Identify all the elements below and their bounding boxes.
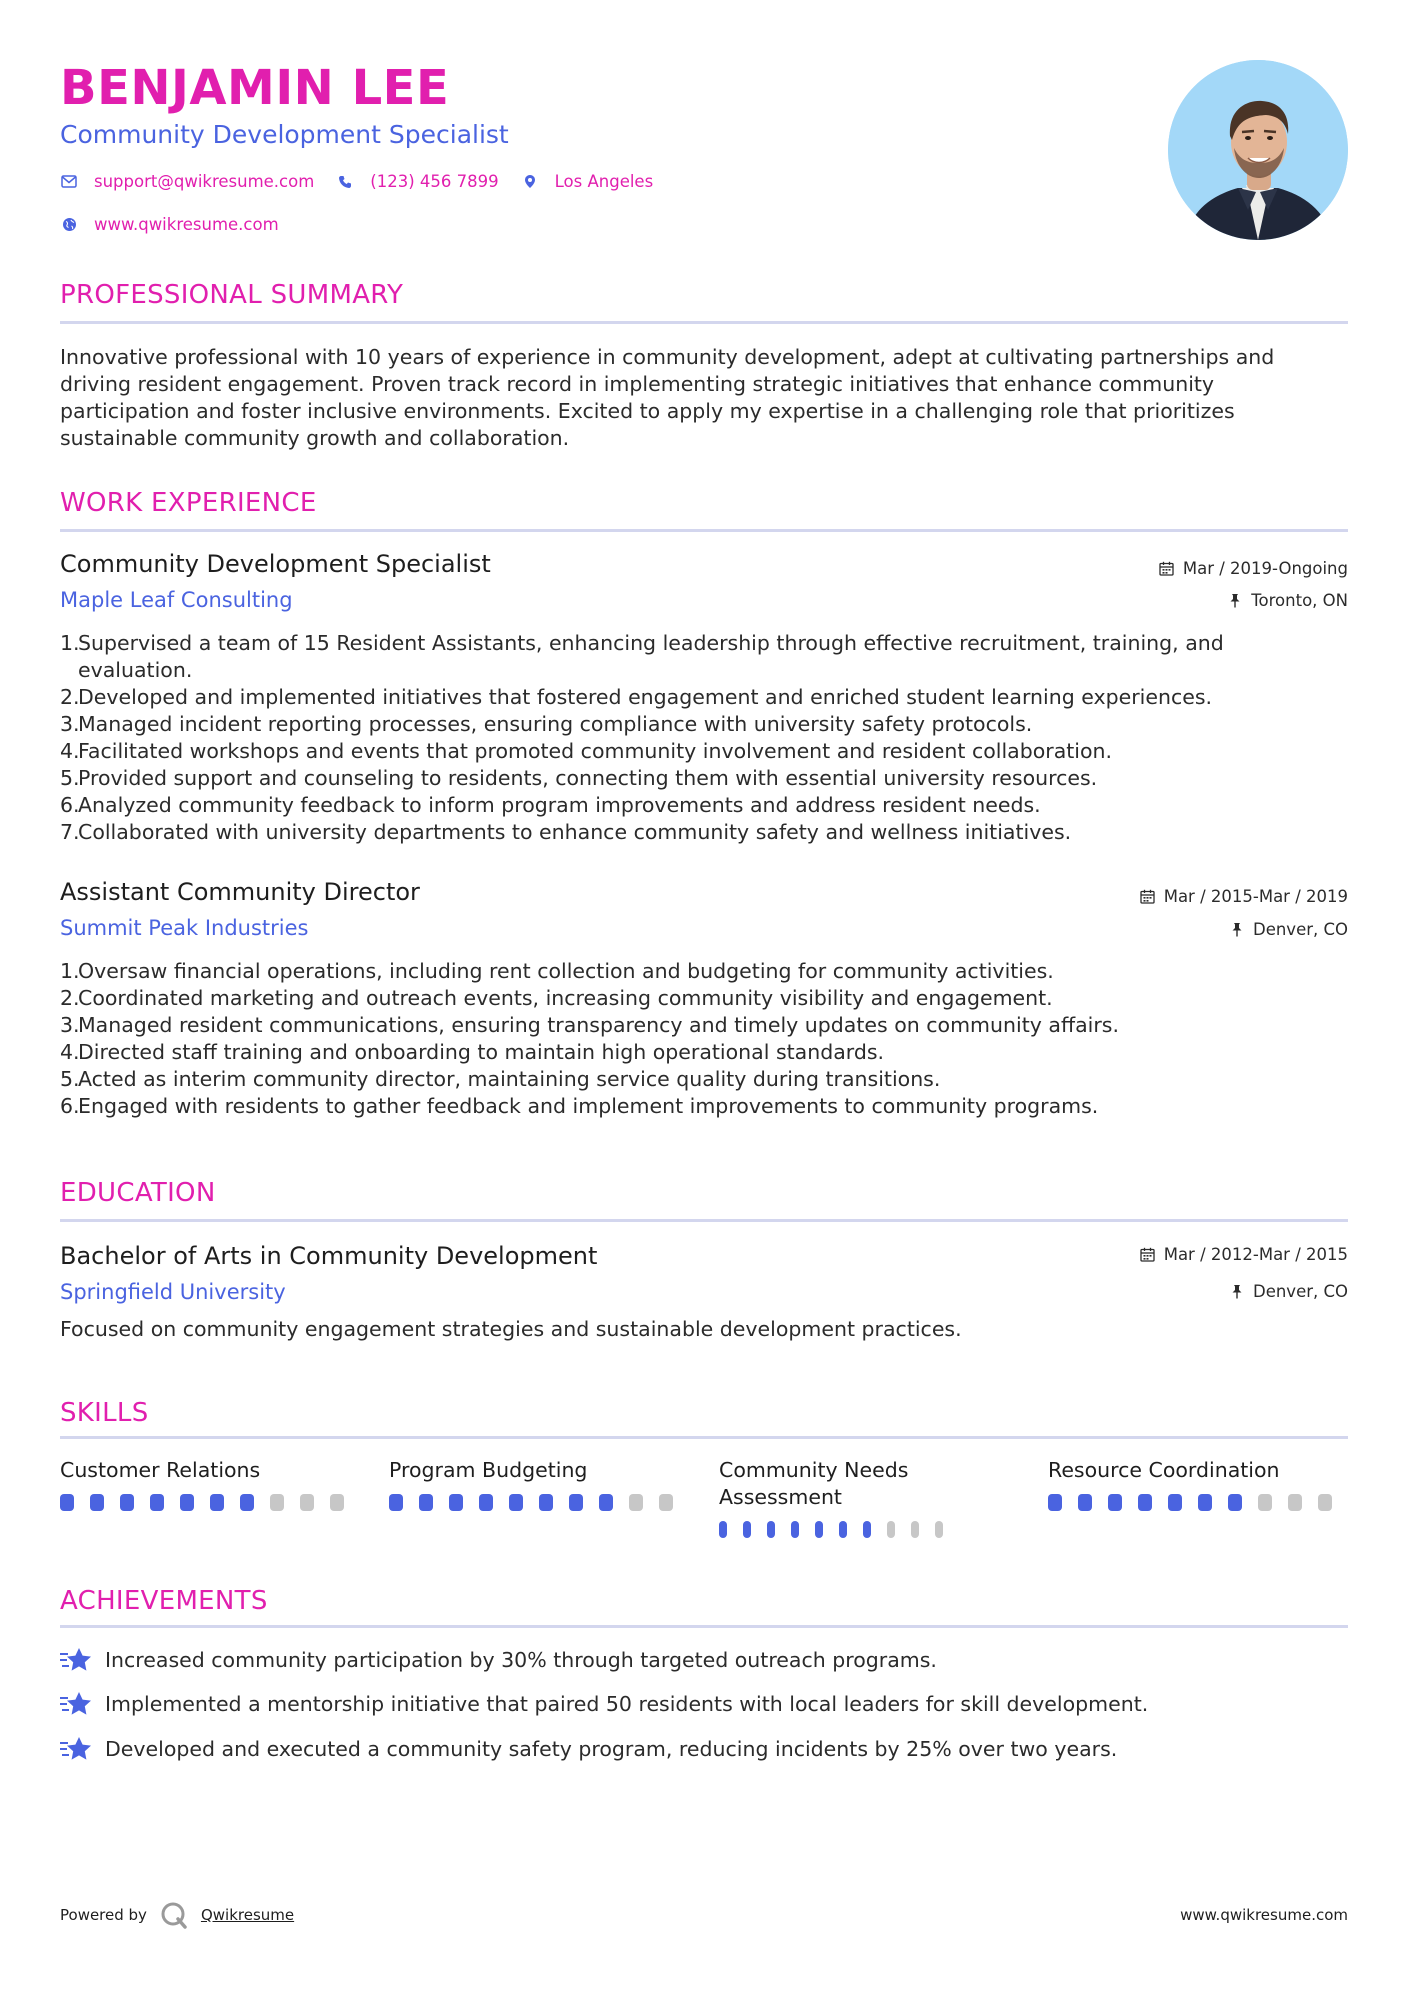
skill-dot-filled (1138, 1494, 1152, 1511)
bullet-text: Managed resident communications, ensuring transparency and timely updates on community affairs. (78, 1013, 1119, 1037)
skill-dot-filled (419, 1494, 433, 1511)
bullet-text: Collaborated with university departments to enhance community safety and wellness initiatives. (78, 820, 1072, 844)
skill-dot-filled (449, 1494, 463, 1511)
skill-dot-filled (389, 1494, 403, 1511)
brand-link[interactable]: Qwikresume (200, 1906, 295, 1924)
school-name: Springfield University (60, 1280, 286, 1304)
pushpin-icon (1227, 593, 1243, 609)
summary-heading: PROFESSIONAL SUMMARY (60, 280, 404, 310)
education-location (1229, 1282, 1348, 1301)
skill-level (1048, 1494, 1348, 1511)
skills-heading: SKILLS (60, 1398, 149, 1428)
skill-dot-filled (1078, 1494, 1092, 1511)
skill-dot-filled (240, 1494, 254, 1511)
skill-dot-filled (719, 1521, 727, 1538)
job-bullets (60, 958, 1300, 1120)
bullet-text: Supervised a team of 15 Resident Assistants, enhancing leadership through effective recruitment, training, and evaluation. (78, 631, 1224, 682)
candidate-name: BENJAMIN LEE (60, 60, 450, 116)
skill-name: Resource Coordination (1048, 1458, 1280, 1482)
star-icon (60, 1690, 92, 1718)
skills-divider (60, 1436, 1348, 1439)
skill-name: Community Needs Assessment (719, 1458, 909, 1509)
skill-level (60, 1494, 360, 1511)
skill-dot-filled (839, 1521, 847, 1538)
list-item: 5. Acted as interim community director, maintaining service quality during transitions. (60, 1067, 941, 1091)
skill-dot-empty (270, 1494, 284, 1511)
map-pin-icon (521, 173, 539, 191)
skill-level (719, 1521, 959, 1538)
job-company: Summit Peak Industries (60, 916, 309, 940)
education-divider (60, 1219, 1348, 1222)
website-text: www.qwikresume.com (94, 215, 279, 234)
job-bullets (60, 630, 1300, 846)
email-text: support@qwikresume.com (94, 172, 315, 191)
skill-dot-filled (180, 1494, 194, 1511)
bullet-text: Managed incident reporting processes, ensuring compliance with university safety protocols. (78, 712, 1033, 736)
achievement-item (60, 1735, 1117, 1763)
education-heading: EDUCATION (60, 1178, 216, 1208)
skill-dot-empty (1288, 1494, 1302, 1511)
list-item: 7. Collaborated with university departments to enhance community safety and wellness initiatives. (60, 820, 1072, 844)
skill-dot-filled (1048, 1494, 1062, 1511)
skill-dot-filled (539, 1494, 553, 1511)
skill-dot-filled (210, 1494, 224, 1511)
education-location-text: Denver, CO (1252, 1282, 1348, 1301)
skill-dot-filled (90, 1494, 104, 1511)
list-item: 5. Provided support and counseling to residents, connecting them with essential university resources. (60, 766, 1098, 790)
calendar-icon (1140, 889, 1156, 905)
footer-site[interactable]: www.qwikresume.com (1180, 1906, 1348, 1924)
skill-dot-filled (509, 1494, 523, 1511)
skill-dot-filled (767, 1521, 775, 1538)
skill-dot-filled (863, 1521, 871, 1538)
bullet-text: Provided support and counseling to residents, connecting them with essential university resources. (78, 766, 1098, 790)
skill-name: Customer Relations (60, 1458, 261, 1482)
skill-dot-empty (330, 1494, 344, 1511)
skill-item (60, 1457, 360, 1511)
list-item: 6. Analyzed community feedback to inform program improvements and address resident needs. (60, 793, 1041, 817)
skill-dot-filled (60, 1494, 74, 1511)
skill-dot-empty (1318, 1494, 1332, 1511)
education-description: Focused on community engagement strategies and sustainable development practices. (60, 1317, 962, 1341)
achievement-text: Increased community participation by 30% through targeted outreach programs. (105, 1648, 937, 1672)
skill-dot-filled (1108, 1494, 1122, 1511)
skill-dot-empty (629, 1494, 643, 1511)
job-location-text: Toronto, ON (1251, 591, 1348, 610)
bullet-text: Facilitated workshops and events that promoted community involvement and resident collaboration. (78, 739, 1113, 763)
summary-divider (60, 321, 1348, 324)
phone-icon (336, 173, 354, 191)
bullet-text: Acted as interim community director, maintaining service quality during transitions. (78, 1067, 941, 1091)
star-icon (60, 1735, 92, 1763)
job-title: Community Development Specialist (60, 550, 491, 578)
contact-email[interactable] (60, 172, 314, 191)
job-company: Maple Leaf Consulting (60, 588, 293, 612)
phone-text: (123) 456 7899 (370, 172, 499, 191)
qwikresume-logo-icon (159, 1900, 189, 1930)
contact-row-2 (60, 215, 279, 234)
job-dates-text: Mar / 2019-Ongoing (1182, 559, 1348, 578)
job-title: Assistant Community Director (60, 878, 420, 906)
skill-dot-filled (120, 1494, 134, 1511)
list-item: 3. Managed incident reporting processes, ensuring compliance with university safety protocols. (60, 712, 1033, 736)
contact-row (60, 172, 675, 191)
skill-level (389, 1494, 689, 1511)
footer-powered-by (60, 1900, 294, 1930)
contact-location (521, 172, 654, 191)
globe-icon (60, 216, 78, 234)
bullet-text: Developed and implemented initiatives that fostered engagement and enriched student learning experiences. (78, 685, 1213, 709)
list-item: 1. Oversaw financial operations, including rent collection and budgeting for community activities. (60, 959, 1054, 983)
bullet-text: Directed staff training and onboarding to maintain high operational standards. (78, 1040, 885, 1064)
bullet-text: Oversaw financial operations, including rent collection and budgeting for community activities. (78, 959, 1054, 983)
experience-divider (60, 529, 1348, 532)
achievement-text: Implemented a mentorship initiative that paired 50 residents with local leaders for skill development. (105, 1692, 1149, 1716)
star-icon (60, 1646, 92, 1674)
skill-dot-empty (911, 1521, 919, 1538)
skill-name: Program Budgeting (389, 1458, 588, 1482)
list-item: 1. Supervised a team of 15 Resident Assistants, enhancing leadership through effective recruitment, training, and evaluation. (60, 631, 1224, 682)
skill-dot-empty (659, 1494, 673, 1511)
skill-dot-empty (300, 1494, 314, 1511)
bullet-text: Engaged with residents to gather feedback and implement improvements to community programs. (78, 1094, 1099, 1118)
list-item: 2. Developed and implemented initiatives that fostered engagement and enriched student learning experiences. (60, 685, 1213, 709)
skill-dot-filled (1228, 1494, 1242, 1511)
skill-dot-empty (887, 1521, 895, 1538)
skill-dot-filled (791, 1521, 799, 1538)
bullet-text: Analyzed community feedback to inform program improvements and address resident needs. (78, 793, 1041, 817)
skill-dot-empty (935, 1521, 943, 1538)
skill-item (1048, 1457, 1348, 1511)
skill-dot-filled (815, 1521, 823, 1538)
skill-item (719, 1457, 959, 1538)
bullet-text: Coordinated marketing and outreach events, increasing community visibility and engagement. (78, 986, 1053, 1010)
calendar-icon (1140, 1247, 1156, 1263)
list-item: 4. Directed staff training and onboarding to maintain high operational standards. (60, 1040, 885, 1064)
skill-dot-filled (743, 1521, 751, 1538)
achievements-heading: ACHIEVEMENTS (60, 1586, 268, 1616)
education-dates (1140, 1245, 1348, 1264)
list-item: 3. Managed resident communications, ensuring transparency and timely updates on community affairs. (60, 1013, 1119, 1037)
achievement-text: Developed and executed a community safety program, reducing incidents by 25% over two years. (105, 1737, 1118, 1761)
summary-text: Innovative professional with 10 years of experience in community development, adept at cultivating partnerships and driving resident engagement. Proven track record in implementing strategic initiatives that enhance community participation and foster inclusive environments. Excited to apply my expertise in a challenging role that prioritizes sustainable community growth and collaboration. (60, 345, 1275, 450)
job-dates-text: Mar / 2015-Mar / 2019 (1163, 887, 1348, 906)
achievements-divider (60, 1625, 1348, 1628)
job-location (1227, 591, 1348, 610)
skill-dot-filled (1168, 1494, 1182, 1511)
skill-dot-filled (150, 1494, 164, 1511)
list-item: 4. Facilitated workshops and events that promoted community involvement and resident collaboration. (60, 739, 1113, 763)
calendar-icon (1159, 561, 1175, 577)
location-text: Los Angeles (554, 172, 654, 191)
list-item: 2. Coordinated marketing and outreach events, increasing community visibility and engagement. (60, 986, 1053, 1010)
pushpin-icon (1229, 922, 1245, 938)
experience-heading: WORK EXPERIENCE (60, 488, 317, 518)
pushpin-icon (1229, 1284, 1245, 1300)
skill-dot-filled (569, 1494, 583, 1511)
skill-dot-filled (479, 1494, 493, 1511)
job-location-text: Denver, CO (1252, 920, 1348, 939)
contact-phone[interactable] (336, 172, 498, 191)
skill-dot-filled (599, 1494, 613, 1511)
skill-dot-empty (1258, 1494, 1272, 1511)
profile-photo (1168, 60, 1348, 240)
skill-dot-filled (1198, 1494, 1212, 1511)
envelope-icon (60, 173, 78, 191)
job-location (1229, 920, 1348, 939)
degree-title: Bachelor of Arts in Community Development (60, 1242, 598, 1270)
achievement-item (60, 1690, 1148, 1718)
candidate-role: Community Development Specialist (60, 120, 509, 149)
job-dates (1140, 887, 1348, 906)
contact-website[interactable] (60, 215, 279, 234)
skill-item (389, 1457, 689, 1511)
job-dates (1159, 559, 1348, 578)
achievement-item (60, 1646, 937, 1674)
list-item: 6. Engaged with residents to gather feedback and implement improvements to community programs. (60, 1094, 1099, 1118)
powered-by-label: Powered by (60, 1906, 147, 1924)
education-dates-text: Mar / 2012-Mar / 2015 (1163, 1245, 1348, 1264)
